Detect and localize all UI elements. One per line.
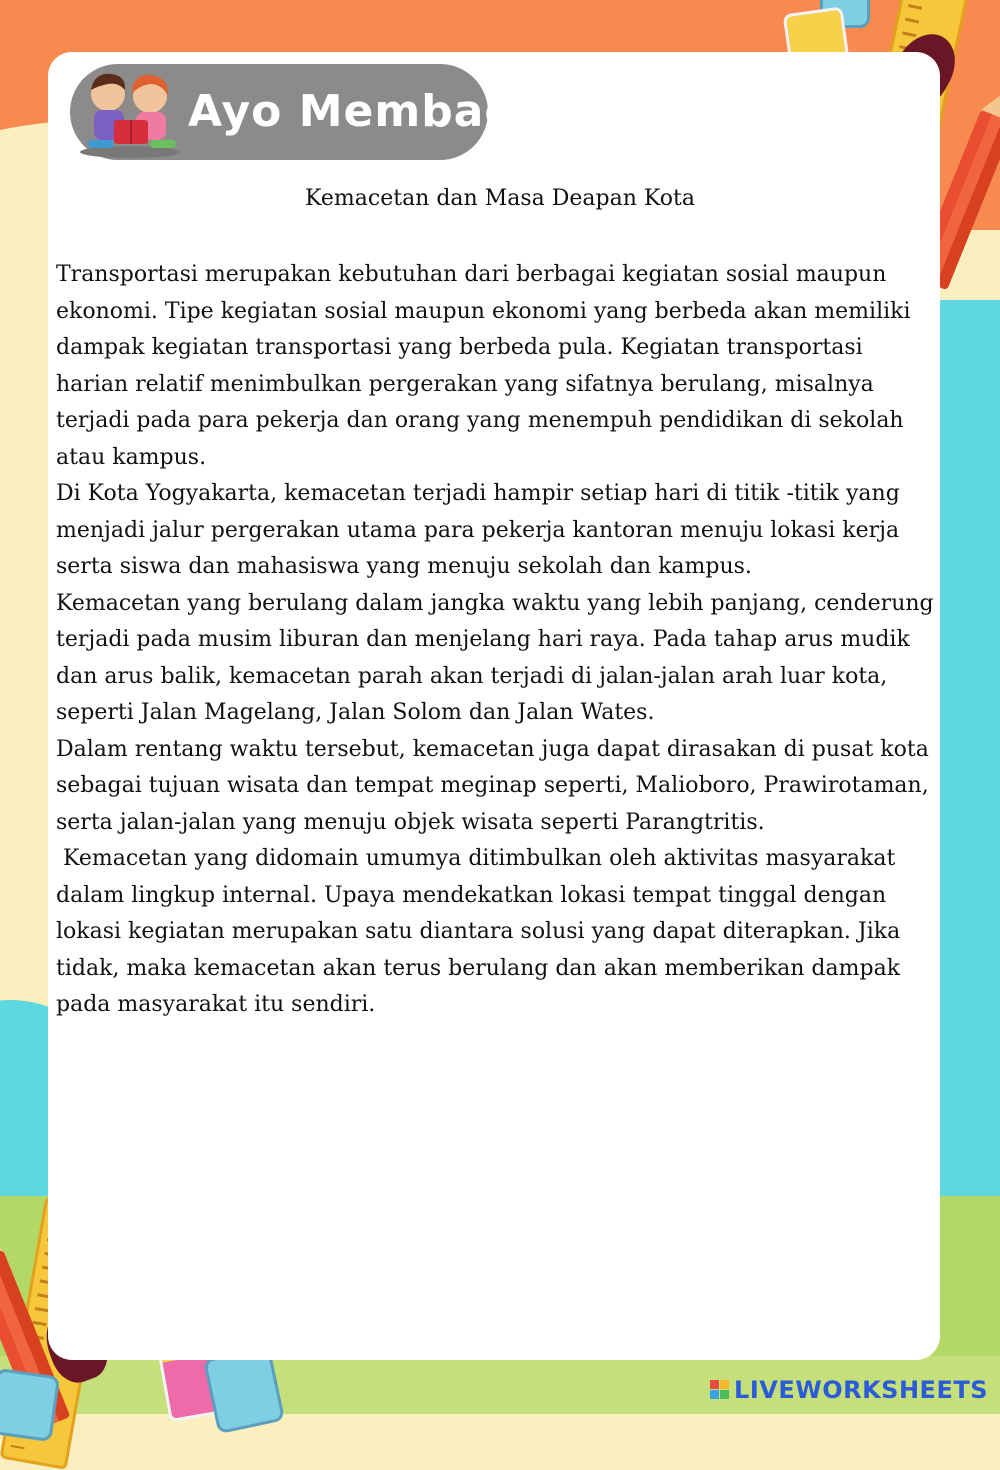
paragraph: Transportasi merupakan kebutuhan dari berbagai kegiatan sosial maupun ekonomi. Tipe kegiatan sosial maupun ekonomi yang berbeda akan memiliki dampak kegiatan transportasi yang berbeda pula. Kegiatan transportasi harian relatif menimbulkan pergerakan yang sifatnya berulang, misalnya terjadi pada para pekerja dan orang yang menempuh pendidikan di sekolah atau kampus. <box>56 262 918 470</box>
brand-name: LIVEWORKSHEETS <box>734 1376 988 1404</box>
reading-passage <box>56 257 940 1024</box>
paragraph: Kemacetan yang didomain umumya ditimbulkan oleh aktivitas masyarakat dalam lingkup internal. Upaya mendekatkan lokasi tempat tinggal dengan lokasi kegiatan merupakan satu diantara solusi yang dapat diterapkan. Jika tidak, maka kemacetan akan terus berulang dan akan memberikan dampak pada masyarakat itu sendiri. <box>56 846 908 1017</box>
document-title: Kemacetan dan Masa Deapan Kota <box>305 186 695 211</box>
paragraph: Di Kota Yogyakarta, kemacetan terjadi hampir setiap hari di titik -titik yang menjadi jalur pergerakan utama para pekerja kantoran menuju lokasi kerja serta siswa dan mahasiswa yang menuju sekolah dan kampus. <box>56 481 907 579</box>
paragraph: Kemacetan yang berulang dalam jangka waktu yang lebih panjang, cenderung terjadi pada musim liburan dan menjelang hari raya. Pada tahap arus mudik dan arus balik, kemacetan parah akan terjadi di jalan-jalan arah luar kota, seperti Jalan Magelang, Jalan Solom dan Jalan Wates. <box>56 590 941 725</box>
paint-tube-icon <box>0 1368 60 1442</box>
liveworksheets-mark-icon <box>710 1380 730 1400</box>
reading-kids-icon <box>70 60 190 160</box>
liveworksheets-logo <box>710 1376 988 1404</box>
paragraph: Dalam rentang waktu tersebut, kemacetan juga dapat dirasakan di pusat kota sebagai tujuan wisata dan tempat meginap seperti, Malioboro, Prawirotaman, serta jalan-jalan yang menuju objek wisata seperti Parangtritis. <box>56 736 936 835</box>
page-heading: Ayo Membaca <box>188 86 543 137</box>
